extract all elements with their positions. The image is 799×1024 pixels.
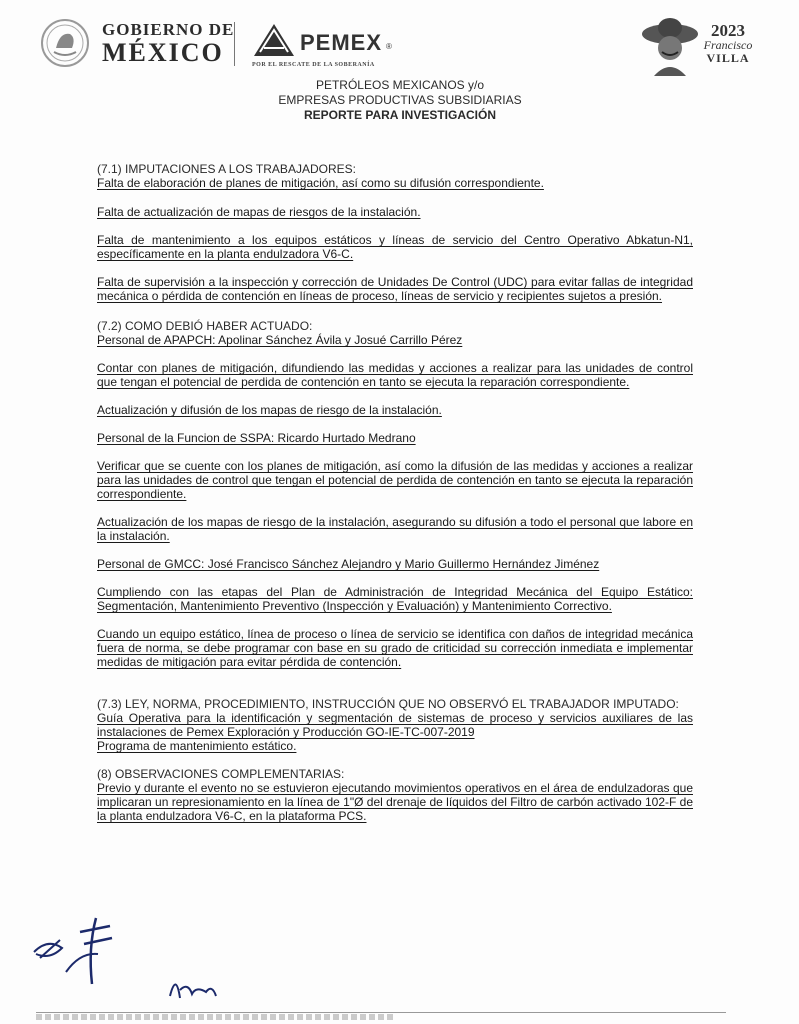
document-heading (180, 78, 620, 123)
imputation-item: Falta de actualización de mapas de riesgos de la instalación. (97, 205, 421, 219)
gob-line1: GOBIERNO DE (102, 20, 235, 39)
imputation-item: Falta de supervisión a la inspección y corrección de Unidades De Control (UDC) para evitar fallas de integridad mecánica o pérdida de contención en líneas de proceso, líneas de servicio y recipientes sujetos a presión. (97, 275, 693, 303)
villa-year: 2023 (711, 21, 745, 40)
sspa-action: Verificar que se cuente con los planes de mitigación, así como la difusión de las medidas y acciones a realizar para las unidades de control que tengan el potencial de perdida de contención en tanto se ejecuta la reparación correspondiente. (97, 459, 693, 501)
imputation-item: Falta de mantenimiento a los equipos estáticos y líneas de servicio del Centro Operativo Abkatun-N1, específicamente en la planta endulzadora V6-C. (97, 233, 693, 261)
villa-2023-logo (698, 22, 758, 65)
standard-item: Programa de mantenimiento estático. (97, 739, 297, 753)
gob-line2: MÉXICO (102, 38, 224, 67)
apapch-action: Contar con planes de mitigación, difundiendo las medidas y acciones a realizar para las unidades de control que tengan el potencial de perdida de contención en tanto se ejecuta la reparación correspondiente. (97, 361, 693, 389)
villa-last-name: VILLA (706, 51, 750, 65)
gmcc-action: Cumpliendo con las etapas del Plan de Administración de Integridad Mecánica del Equipo Estático: Segmentación, Mantenimiento Preventivo (Inspección y Evaluación) y Mantenimiento Correctivo. (97, 585, 693, 613)
heading-line1: PETRÓLEOS MEXICANOS y/o (315, 78, 485, 92)
standard-item: Guía Operativa para la identificación y segmentación de sistemas de proceso y servicios auxiliares de las instalaciones de Pemex Exploración y Producción GO-IE-TC-007-2019 (97, 711, 693, 739)
gmcc-personnel: Personal de GMCC: José Francisco Sánchez Alejandro y Mario Guillermo Hernández Jiménez (97, 557, 600, 571)
header-divider (234, 22, 235, 66)
section-7-1-title: (7.1) IMPUTACIONES A LOS TRABAJADORES: (97, 162, 356, 176)
report-title: REPORTE PARA INVESTIGACIÓN (303, 108, 497, 122)
section-7-3-title: (7.3) LEY, NORMA, PROCEDIMIENTO, INSTRUCCIÓN QUE NO OBSERVÓ EL TRABAJADOR IMPUTADO: (97, 697, 679, 711)
villa-first-name: Francisco (703, 38, 753, 52)
sspa-personnel: Personal de la Funcion de SSPA: Ricardo Hurtado Medrano (97, 431, 416, 445)
pemex-logo-icon (250, 20, 300, 60)
gmcc-action: Cuando un equipo estático, línea de proceso o línea de servicio se identifica con daños de integridad mecánica fuera de norma, se debe programar con base en su grado de criticidad su corrección inmediata e implementar medidas de mitigación para evitar pérdida de contención. (97, 627, 693, 669)
section-7-2-title: (7.2) COMO DEBIÓ HABER ACTUADO: (97, 319, 313, 333)
sspa-action: Actualización de los mapas de riesgo de la instalación, asegurando su difusión a todo el personal que labore en la instalación. (97, 515, 693, 543)
footer-rule (36, 1012, 726, 1013)
letterhead (0, 0, 799, 80)
pemex-name: PEMEX (300, 30, 383, 55)
pemex-registered: ® (386, 42, 392, 51)
gobierno-de-mexico-logo (102, 20, 234, 66)
apapch-action: Actualización y difusión de los mapas de riesgo de la instalación. (97, 403, 442, 417)
pemex-slogan: POR EL RESCATE DE LA SOBERANÍA (252, 62, 375, 68)
report-body (97, 162, 693, 823)
section-8-title: (8) OBSERVACIONES COMPLEMENTARIAS: (97, 767, 345, 781)
observations-text: Previo y durante el evento no se estuvieron ejecutando movimientos operativos en el área de endulzadoras que implicaran un represionamiento en la línea de 1"Ø del drenaje de líquidos del Filtro de carbón activado 102-F de la planta endulzadora V6-C, en la plataforma PCS. (97, 781, 693, 823)
heading-line2: EMPRESAS PRODUCTIVAS SUBSIDIARIAS (278, 93, 522, 107)
imputation-item: Falta de elaboración de planes de mitigación, así como su difusión correspondiente. (97, 176, 544, 190)
handwritten-signatures (0, 908, 799, 1024)
footer-scan-artifact (36, 1014, 396, 1020)
apapch-personnel: Personal de APAPCH: Apolinar Sánchez Ávila y Josué Carrillo Pérez (97, 333, 463, 347)
mexico-coat-of-arms-icon (40, 18, 90, 68)
